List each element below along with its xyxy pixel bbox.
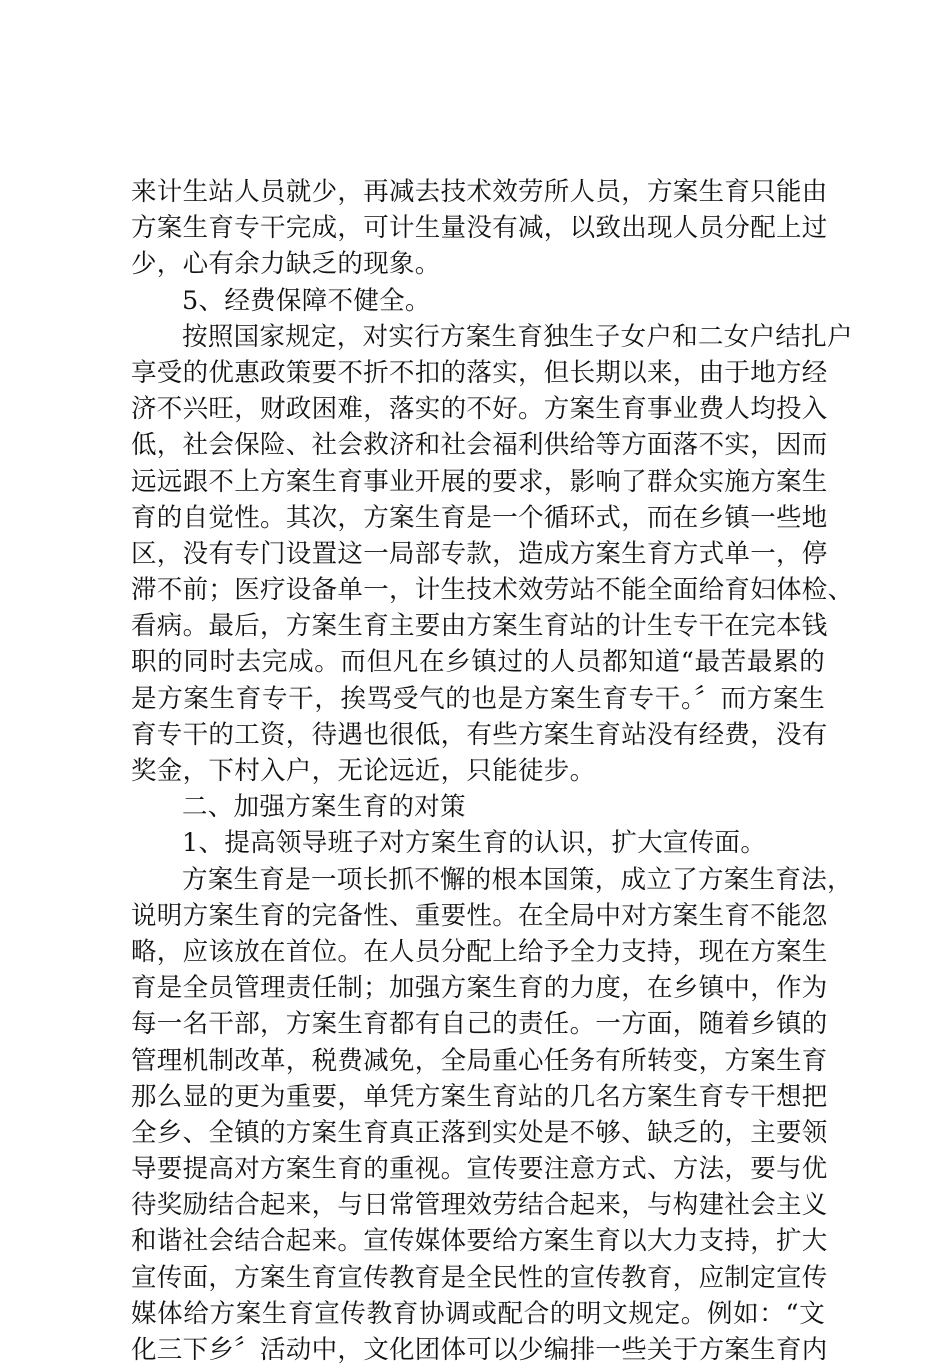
- text-line: 远远跟不上方案生育事业开展的要求，影响了群众实施方案生: [131, 466, 828, 497]
- text-line: 职的同时去完成。而但凡在乡镇过的人员都知道“最苦最累的: [131, 647, 825, 678]
- text-line: 来计生站人员就少，再减去技术效劳所人员，方案生育只能由: [131, 177, 828, 207]
- text-line: 按照国家规定，对实行方案生育独生子女户和二女户结扎户: [182, 321, 853, 352]
- text-line: 享受的优惠政策要不折不扣的落实，但长期以来，由于地方经: [131, 357, 828, 388]
- text-line: 方案生育专干完成，可计生量没有减，以致出现人员分配上过: [131, 213, 828, 244]
- text-line: 育专干的工资，待遇也很低，有些方案生育站没有经费，没有: [131, 719, 828, 750]
- text-line: 那么显的更为重要，单凭方案生育站的几名方案生育专干想把: [131, 1081, 828, 1112]
- text-line: 每一名干部，方案生育都有自己的责任。一方面，随着乡镇的: [131, 1009, 828, 1040]
- text-line: 少，心有余力缺乏的现象。: [131, 249, 441, 280]
- text-line: 二、加强方案生育的对策: [182, 792, 466, 823]
- text-line: 管理机制改革，税费减免，全局重心任务有所转变，方案生育: [131, 1045, 828, 1076]
- text-line: 5、经费保障不健全。: [182, 285, 431, 316]
- text-line: 1、提高领导班子对方案生育的认识，扩大宣传面。: [182, 828, 767, 859]
- text-line: 和谐社会结合起来。宣传媒体要给方案生育以大力支持，扩大: [131, 1226, 828, 1257]
- text-line: 看病。最后，方案生育主要由方案生育站的计生专干在完本钱: [131, 611, 828, 642]
- text-line: 育是全员管理责任制；加强方案生育的力度，在乡镇中，作为: [131, 973, 828, 1004]
- document-body: [131, 174, 854, 1368]
- text-line: 是方案生育专干，挨骂受气的也是方案生育专干。〞而方案生: [131, 683, 825, 714]
- text-line: 说明方案生育的完备性、重要性。在全局中对方案生育不能忽: [131, 900, 828, 931]
- text-line: 导要提高对方案生育的重视。宣传要注意方式、方法，要与优: [131, 1154, 828, 1185]
- text-line: 方案生育是一项长抓不懈的根本国策，成立了方案生育法，: [182, 864, 853, 895]
- text-line: 全乡、全镇的方案生育真正落到实处是不够、缺乏的，主要领: [131, 1117, 828, 1148]
- text-line: 略，应该放在首位。在人员分配上给予全力支持，现在方案生: [131, 936, 828, 967]
- text-line: 宣传面，方案生育宣传教育是全民性的宣传教育，应制定宣传: [131, 1262, 828, 1293]
- text-line: 滞不前；医疗设备单一，计生技术效劳站不能全面给育妇体检、: [131, 575, 854, 606]
- text-line: 育的自觉性。其次，方案生育是一个循环式，而在乡镇一些地: [131, 502, 828, 533]
- text-line: 化三下乡〞活动中，文化团体可以少编排一些关于方案生育内: [131, 1335, 828, 1365]
- text-line: 区，没有专门设置这一局部专款，造成方案生育方式单一，停: [131, 538, 828, 569]
- text-line: 待奖励结合起来，与日常管理效劳结合起来，与构建社会主义: [131, 1190, 828, 1221]
- text-line: 济不兴旺，财政困难，落实的不好。方案生育事业费人均投入: [131, 394, 828, 425]
- text-line: 奖金，下村入户，无论远近，只能徒步。: [131, 756, 596, 786]
- text-line: 媒体给方案生育宣传教育协调或配合的明文规定。例如：“文: [131, 1298, 825, 1329]
- text-line: 低，社会保险、社会救济和社会福利供给等方面落不实，因而: [131, 430, 828, 461]
